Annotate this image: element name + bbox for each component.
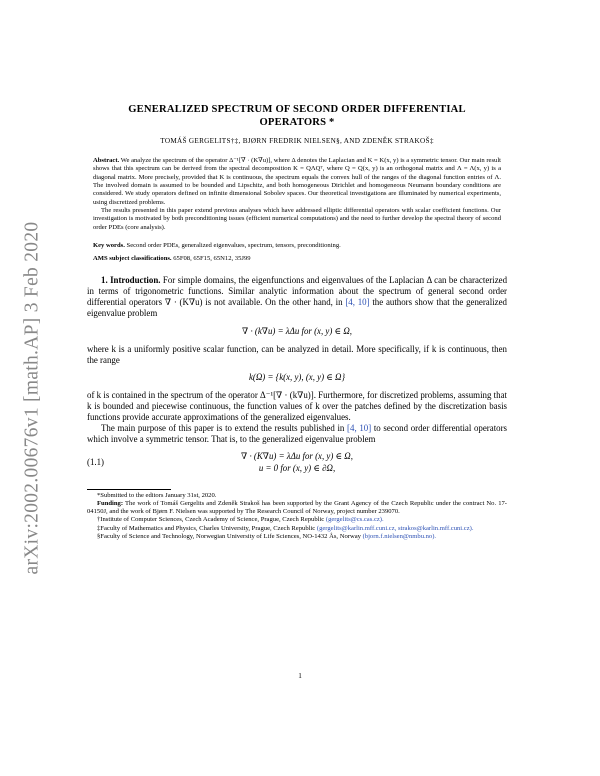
ams-classifications [87, 255, 507, 262]
funding-label: Funding: [97, 500, 124, 508]
affiliation-3-email[interactable]: (bjorn.f.nielsen@nmbu.no). [362, 532, 437, 540]
affiliation-2-text: ‡Faculty of Mathematics and Physics, Charles University, Prague, Czech Republic [97, 524, 316, 532]
footnote-affiliation-1 [87, 516, 507, 524]
equation-range: k(Ω) = {k(x, y), (x, y) ∈ Ω} [248, 372, 346, 383]
intro-text-4-start: The main purpose of this paper is to extend the results published in [101, 423, 345, 434]
equation-1-1-line-2: u = 0 for (x, y) ∈ ∂Ω, [258, 462, 336, 473]
funding-text: The work of Tomáš Gergelits and Zdeněk Strakoš has been supported by the Grant Agency of the Czech Republic under the contract No. 17-04150J, and the work of Bjørn F. Nielsen was supported by The Research Council of Norway, project number 239070. [87, 500, 508, 516]
equation-1-1 [87, 451, 507, 475]
paper-page [87, 104, 507, 541]
footnote-rule [87, 489, 171, 490]
equation-1-1-line-1: ∇ · (K∇u) = λΔu for (x, y) ∈ Ω, [241, 450, 353, 461]
page-number: 1 [298, 672, 302, 680]
footnote-funding [87, 500, 507, 516]
equation-number: (1.1) [87, 456, 105, 467]
footnotes [87, 492, 507, 541]
section-heading: 1. Introduction. [101, 275, 161, 286]
keywords [87, 242, 507, 249]
paper-title [87, 104, 507, 129]
body-text [87, 275, 507, 475]
abstract [87, 157, 507, 232]
citation-link-2[interactable]: [4, 10] [347, 423, 372, 434]
abstract-paragraph-1 [93, 157, 501, 207]
intro-paragraph-1 [87, 275, 507, 319]
ams-codes: 65F08, 65F15, 65N12, 35J99 [173, 255, 251, 263]
keywords-text: Second order PDEs, generalized eigenvalues, spectrum, tensors, preconditioning. [126, 242, 341, 250]
authors: TOMÁŠ GERGELITS†‡, BJØRN FREDRIK NIELSEN§, AND ZDENĚK STRAKOŠ‡ [160, 137, 434, 145]
footnote-affiliation-2 [87, 525, 507, 533]
title-line-1: GENERALIZED SPECTRUM OF SECOND ORDER DIFFERENTIAL [128, 104, 466, 115]
intro-text-1-end: the authors show that the generalized eigenvalue problem [87, 296, 507, 318]
title-line-2: OPERATORS * [259, 116, 335, 128]
intro-paragraph-2: where k is a uniformly positive scalar function, can be analyzed in detail. More specifically, if k is continuous, then the range [87, 343, 507, 365]
citation-link[interactable]: [4, 10] [345, 296, 370, 307]
affiliation-2-email[interactable]: (gergelits@karlin.mff.cuni.cz, strakos@karlin.mff.cuni.cz). [316, 524, 474, 532]
ams-label: AMS subject classifications. [93, 255, 172, 263]
arxiv-stamp-text: arXiv:2002.00676v1 [math.AP] 3 Feb 2020 [21, 221, 43, 575]
equation-generalized-eigenvalue: ∇ · (k∇u) = λΔu for (x, y) ∈ Ω, [242, 325, 352, 336]
arxiv-stamp [12, 188, 52, 608]
intro-text-1: For simple domains, the eigenfunctions and eigenvalues of the Laplacian Δ can be characterized in terms of trigonometric functions. Similar analytic information about the spectrum of general second order differential operators ∇ · (K∇u) is not available. On the other hand, in [87, 275, 508, 307]
affiliation-1-text: †Institute of Computer Sciences, Czech Academy of Science, Prague, Czech Republic [97, 516, 325, 524]
affiliation-1-email[interactable]: (gergelits@cs.cas.cz). [325, 516, 384, 524]
keywords-label: Key words. [93, 242, 125, 250]
abstract-paragraph-2: The results presented in this paper extend previous analyses which have addressed elliptic differential operators with scalar coefficient functions. Our investigation is motivated by both preconditioning issues (efficient numerical computations) and the need to further develop the spectral theory of second order PDEs (core analysis). [93, 207, 501, 231]
footnote-submitted: *Submitted to the editors January 31st, 2020. [97, 491, 217, 499]
intro-text-4-end: to second order differential operators which involve a symmetric tensor. That is, to the generalized eigenvalue problem [87, 423, 508, 444]
abstract-label: Abstract. [93, 157, 120, 164]
intro-paragraph-3: of k is contained in the spectrum of the operator Δ⁻¹[∇ · (k∇u)]. Furthermore, for discretized problems, assuming that k is bounded and piecewise continuous, the function values of k over the patches defined by the discretization basis functions provide accurate approximations of the generalized eigenvalues. [87, 390, 507, 423]
affiliation-3-text: §Faculty of Science and Technology, Norwegian University of Life Sciences, NO-1432 Ås, Norway [97, 532, 361, 540]
intro-paragraph-4 [87, 423, 507, 445]
footnote-affiliation-3 [87, 533, 507, 541]
abstract-text-1: We analyze the spectrum of the operator Δ⁻¹[∇ · (K∇u)], where Δ denotes the Laplacian and K = K(x, y) is a symmetric tensor. Our main result shows that this spectrum can be derived from the spectral decomposition K = QΛQᵀ, where Q = Q(x, y) is an orthogonal matrix and Λ = Λ(x, y) is a diagonal matrix. More precisely, provided that K is continuous, the spectrum equals the convex hull of the ranges of the diagonal function entries of Λ. The involved domain is assumed to be bounded and Lipschitz, and both homogeneous Dirichlet and homogeneous Neumann boundary conditions are considered. We study operators defined on infinite dimensional Sobolev spaces. Our theoretical investigations are illuminated by numerical experiments, using discretized problems. [93, 157, 501, 206]
